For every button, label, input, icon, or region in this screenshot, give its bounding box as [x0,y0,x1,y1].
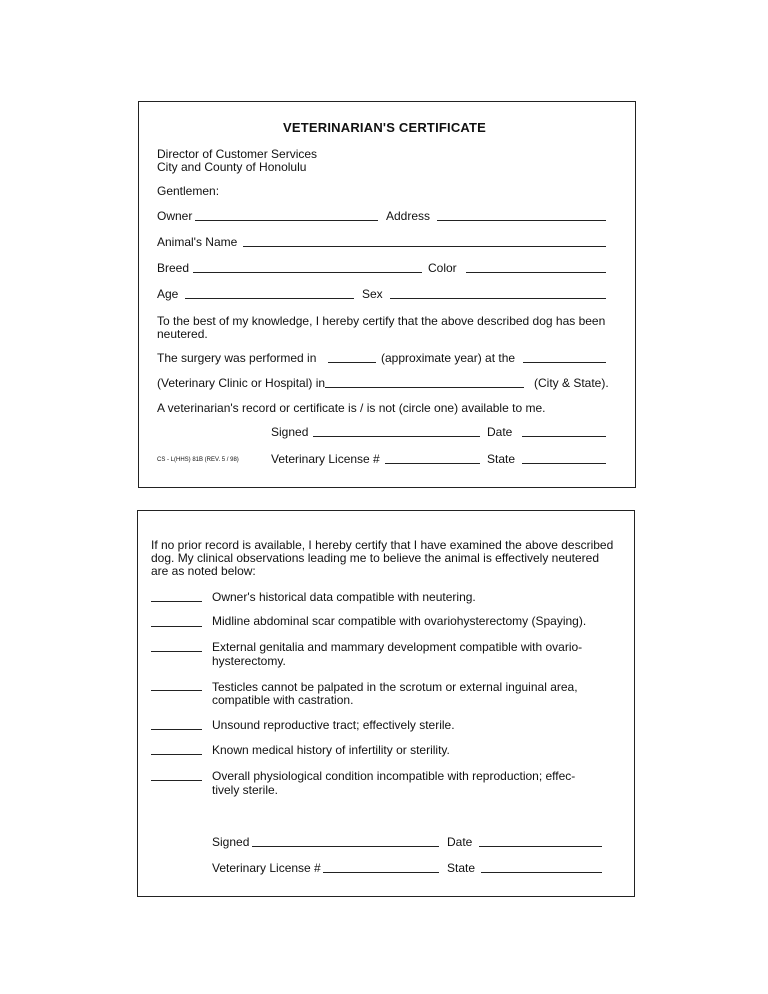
observation-item-4-cont: compatible with castration. [212,693,354,707]
observation-check-5[interactable] [151,729,202,730]
form-number: CS - L(HHS) 81B (REV. 5 / 98) [157,457,239,463]
observation-item-7: Overall physiological condition incompatible with reproduction; effec- [212,769,576,783]
observations-intro-line-1: If no prior record is available, I hereby certify that I have examined the above described [151,538,614,552]
observation-item-3: External genitalia and mammary development compatible with ovario- [212,640,583,654]
state-field[interactable] [522,463,606,464]
observation-check-2[interactable] [151,626,202,627]
observation-check-3[interactable] [151,651,202,652]
clinic-name-field[interactable] [523,362,606,363]
color-field[interactable] [466,272,606,273]
age-field[interactable] [185,298,354,299]
observation-item-1: Owner's historical data compatible with neutering. [212,590,476,604]
observations-intro-line-3: are as noted below: [151,564,256,578]
clinic-label: (Veterinary Clinic or Hospital) in [157,376,326,390]
animal-name-label: Animal's Name [157,235,238,249]
surgery-year-field[interactable] [328,362,376,363]
color-label: Color [428,261,457,275]
animal-name-field[interactable] [243,246,606,247]
observations-intro-line-2: dog. My clinical observations leading me to believe the animal is effectively neutered [151,551,600,565]
addressee-line-1: Director of Customer Services [157,147,318,161]
addressee-line-2: City and County of Honolulu [157,160,307,174]
address-label: Address [386,209,431,223]
date-field[interactable] [522,436,606,437]
signed-label: Signed [271,425,309,439]
observations-signed-label: Signed [212,835,250,849]
date-label: Date [487,425,513,439]
city-state-field[interactable] [325,387,524,388]
observation-item-6: Known medical history of infertility or sterility. [212,743,450,757]
certify-line-1: To the best of my knowledge, I hereby certify that the above described dog has been [157,314,606,328]
observation-item-3-cont: hysterectomy. [212,654,286,668]
breed-label: Breed [157,261,190,275]
owner-field[interactable] [195,220,378,221]
observations-state-field[interactable] [481,872,602,873]
sex-field[interactable] [390,298,606,299]
breed-field[interactable] [193,272,422,273]
observations-license-field[interactable] [323,872,439,873]
observations-state-label: State [447,861,476,875]
observations-date-label: Date [447,835,473,849]
signature-field[interactable] [313,436,480,437]
observation-check-6[interactable] [151,754,202,755]
observation-check-7[interactable] [151,780,202,781]
observations-signature-field[interactable] [252,846,439,847]
state-label: State [487,452,516,466]
observations-license-label: Veterinary License # [212,861,321,875]
observations-date-field[interactable] [479,846,602,847]
owner-label: Owner [157,209,193,223]
license-field[interactable] [385,463,480,464]
age-label: Age [157,287,179,301]
surgery-label: The surgery was performed in [157,351,317,365]
city-state-label: (City & State). [534,376,609,390]
license-label: Veterinary License # [271,452,380,466]
sex-label: Sex [362,287,383,301]
observation-item-4: Testicles cannot be palpated in the scrotum or external inguinal area, [212,680,578,694]
address-field[interactable] [437,220,606,221]
observation-check-4[interactable] [151,690,202,691]
salutation: Gentlemen: [157,184,220,198]
observation-item-5: Unsound reproductive tract; effectively sterile. [212,718,455,732]
certify-line-2: neutered. [157,327,208,341]
record-statement: A veterinarian's record or certificate is / is not (circle one) available to me. [157,401,546,415]
observation-item-2: Midline abdominal scar compatible with ovariohysterectomy (Spaying). [212,614,587,628]
observation-item-7-cont: tively sterile. [212,783,279,797]
approx-year-label: (approximate year) at the [381,351,516,365]
observation-check-1[interactable] [151,601,202,602]
certificate-title: VETERINARIAN'S CERTIFICATE [283,120,487,135]
